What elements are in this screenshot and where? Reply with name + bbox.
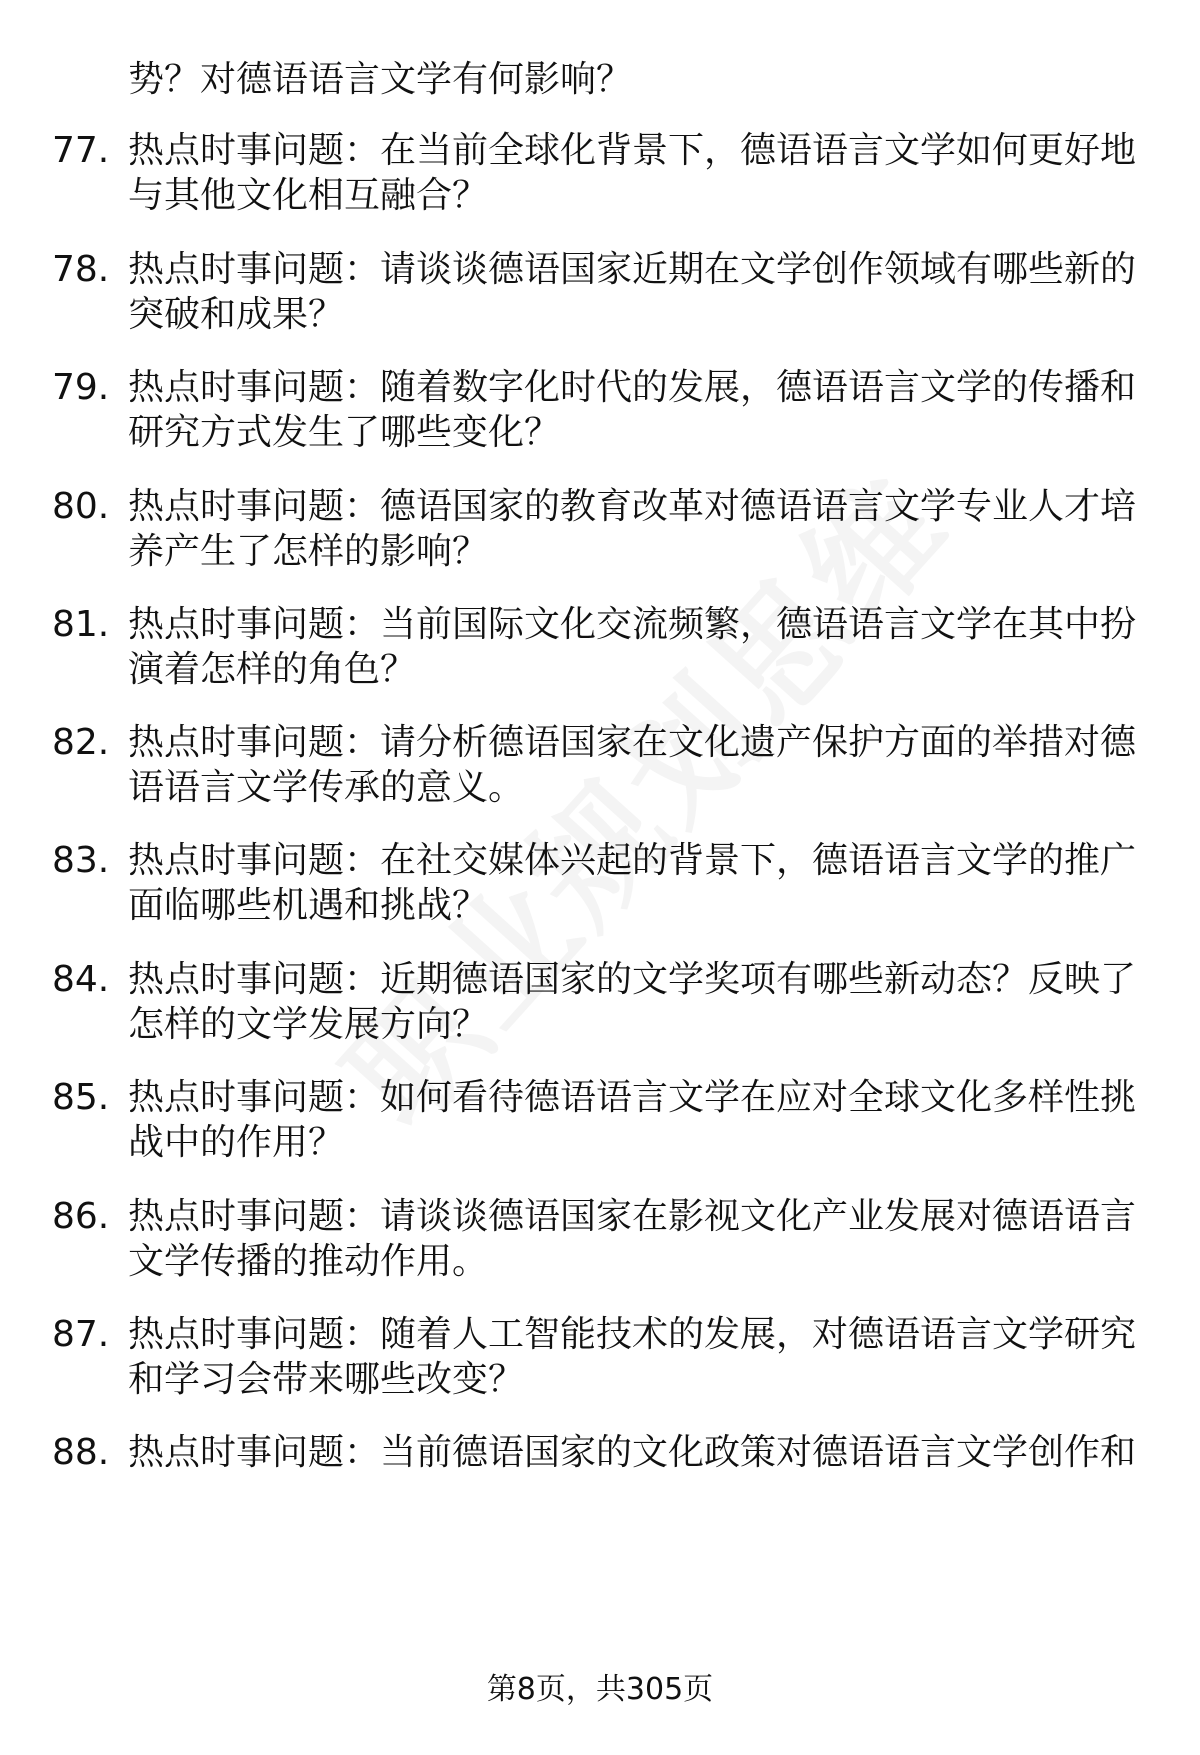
item-line: 突破和成果？ [128, 294, 345, 335]
item-line: 热点时事问题：请谈谈德语国家在影视文化产业发展对德语语言 [128, 1196, 1137, 1237]
continuation-line: 势？对德语语言文学有何影响？ [128, 59, 633, 100]
item-line: 热点时事问题：当前国际文化交流频繁，德语语言文学在其中扮 [128, 604, 1137, 645]
item-line: 与其他文化相互融合？ [128, 175, 489, 216]
item-number: 77. [52, 130, 110, 171]
item-number: 82. [52, 722, 110, 763]
item-number: 80. [52, 486, 110, 527]
item-line: 热点时事问题：德语国家的教育改革对德语语言文学专业人才培 [128, 486, 1137, 527]
item-number: 78. [52, 249, 110, 290]
item-line: 语语言文学传承的意义。 [128, 767, 525, 808]
item-number: 87. [52, 1314, 110, 1355]
item-line: 战中的作用？ [128, 1122, 345, 1163]
item-line: 热点时事问题：近期德语国家的文学奖项有哪些新动态？反映了 [128, 959, 1137, 1000]
item-line: 热点时事问题：随着数字化时代的发展，德语语言文学的传播和 [128, 367, 1137, 408]
item-line: 热点时事问题：随着人工智能技术的发展，对德语语言文学研究 [128, 1314, 1137, 1355]
item-line: 面临哪些机遇和挑战？ [128, 885, 489, 926]
item-line: 和学习会带来哪些改变？ [128, 1359, 525, 1400]
item-line: 热点时事问题：请分析德语国家在文化遗产保护方面的举措对德 [128, 722, 1137, 763]
item-line: 文学传播的推动作用。 [128, 1241, 489, 1282]
item-number: 84. [52, 959, 110, 1000]
item-line: 研究方式发生了哪些变化？ [128, 412, 561, 453]
item-line: 热点时事问题：在社交媒体兴起的背景下，德语语言文学的推广 [128, 840, 1137, 881]
item-line: 热点时事问题：请谈谈德语国家近期在文学创作领域有哪些新的 [128, 249, 1137, 290]
page-footer: 第8页，共305页 [486, 1672, 714, 1707]
item-line: 怎样的文学发展方向？ [128, 1004, 489, 1045]
item-number: 83. [52, 840, 110, 881]
item-number: 88. [52, 1432, 110, 1473]
item-line: 热点时事问题：当前德语国家的文化政策对德语语言文学创作和 [128, 1432, 1137, 1473]
item-line: 热点时事问题：如何看待德语语言文学在应对全球文化多样性挑 [128, 1077, 1137, 1118]
item-number: 81. [52, 604, 110, 645]
item-number: 85. [52, 1077, 110, 1118]
item-number: 86. [52, 1196, 110, 1237]
item-line: 养产生了怎样的影响？ [128, 531, 489, 572]
item-number: 79. [52, 367, 110, 408]
item-line: 演着怎样的角色？ [128, 649, 417, 690]
item-line: 热点时事问题：在当前全球化背景下，德语语言文学如何更好地 [128, 130, 1137, 171]
